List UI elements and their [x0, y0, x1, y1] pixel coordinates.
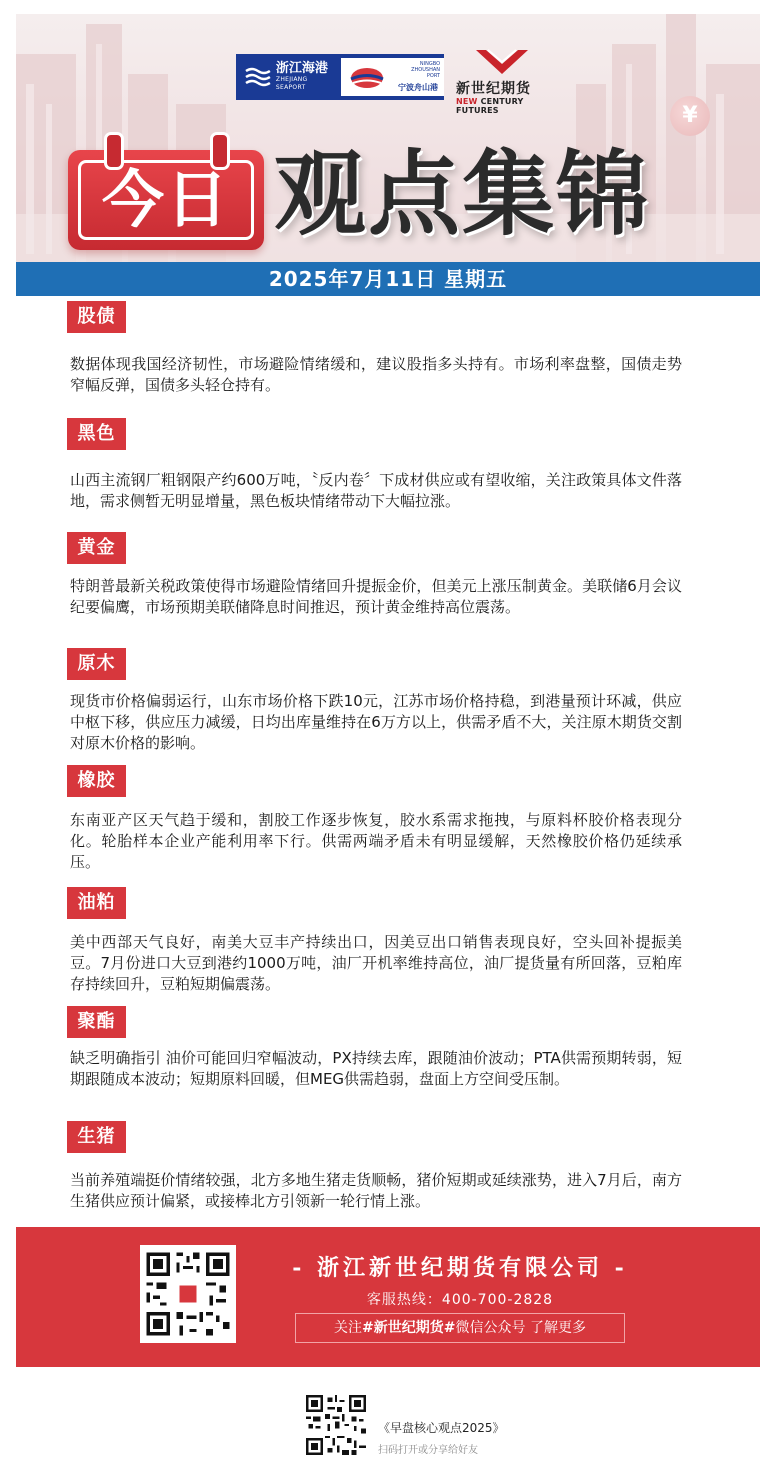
today-calendar [68, 132, 264, 250]
port-sun-icon [349, 66, 385, 90]
hotline: 客服热线：400-700-2828 [366, 1292, 554, 1308]
section-tag: 股债 [67, 301, 126, 333]
section-text: 数据体现我国经济韧性，市场避险情绪缓和，建议股指多头持有。市场利率盘整，国债走势窄幅反弹，国债多头轻仓持有。 [70, 355, 682, 394]
logo1-en: ZHEJIANG SEAPORT [275, 76, 308, 91]
follow-wechat-button[interactable] [295, 1313, 625, 1343]
new-century-logo [456, 48, 556, 115]
footer-panel [16, 1227, 760, 1367]
header-banner [16, 14, 760, 262]
logo2-cn: 宁波舟山港 [398, 83, 438, 92]
qr-code[interactable] [140, 1245, 236, 1343]
section-text: 当前养殖端挺价情绪较强，北方多地生猪走货顺畅，猪价短期或延续涨势，进入7月后，南方生猪供应预计偏紧，或接棒北方引领新一轮行情上涨。 [70, 1171, 682, 1210]
logo1-cn: 浙江海港 [275, 61, 328, 76]
section-tag: 橡胶 [67, 765, 126, 797]
date-bar: 2025年7月11日 星期五 [16, 262, 760, 296]
new-century-emblem-icon [474, 48, 530, 78]
section-text: 现货市价格偏弱运行，山东市场价格下跌10元，江苏市场价格持稳，到港量预计环减，供应中枢下移，供应压力减缓，日均出库量维持在6万方以上，供需矛盾不大，关注原木期货交割对原木价格的影响。 [70, 692, 682, 752]
section-text: 东南亚产区天气趋于缓和，割胶工作逐步恢复，胶水系需求拖拽，与原料杯胶价格表现分化。轮胎样本企业产能利用率下行。供需两端矛盾未有明显缓解，天然橡胶价格仍延续承压。 [70, 811, 682, 871]
qr-code-icon [140, 1245, 236, 1343]
follow-suffix: 微信公众号 了解更多 [455, 1320, 586, 1336]
bottom-subtitle: 扫码打开或分享给好友 [378, 1445, 478, 1456]
today-label: 今日 [101, 163, 230, 236]
ningbo-port-logo [341, 58, 444, 96]
brand-en-red: NEW [456, 97, 478, 106]
section-tag: 生猪 [67, 1121, 126, 1153]
section-text: 缺乏明确指引 油价可能回归窄幅波动，PX持续去库，跟随油价波动；PTA供需预期转弱，短期跟随成本波动；短期原料回暖，但MEG供需趋弱，盘面上方空间受压制。 [70, 1049, 682, 1088]
brand-cn: 新世纪期货 [456, 81, 531, 97]
section-text: 山西主流钢厂粗钢限产约600万吨，〝反内卷〞下成材供应或有望收缩，关注政策具体文件落地，需求侧暂无明显增量，黑色板块情绪带动下大幅拉涨。 [70, 471, 682, 510]
bottom-title: 《早盘核心观点2025》 [378, 1421, 505, 1435]
follow-account: #新世纪期货# [362, 1320, 456, 1336]
follow-prefix: 关注 [334, 1320, 363, 1336]
section-text: 特朗普最新关税政策使得市场避险情绪回升提振金价，但美元上涨压制黄金。美联储6月会议纪要偏鹰，市场预期美联储降息时间推迟，预计黄金维持高位震荡。 [70, 577, 682, 616]
zhejiang-seaport-logo [236, 54, 444, 100]
section-tag: 黑色 [67, 418, 126, 450]
seaport-waves-icon [244, 65, 272, 89]
section-tag: 聚酯 [67, 1006, 126, 1038]
share-qr-code[interactable] [306, 1394, 366, 1456]
page-title: 观点集锦 [274, 141, 651, 248]
logo2-en: NINGBO ZHOUSHAN PORT [411, 61, 440, 79]
yuan-coin-icon: ¥ [670, 96, 710, 136]
brand-en [456, 97, 556, 115]
section-text: 美中西部天气良好，南美大豆丰产持续出口，因美豆出口销售表现良好，空头回补提振美豆。7月份进口大豆到港约1000万吨，油厂开机率维持高位，油厂提货量有所回落，豆粕库存持续回升，豆粕短期偏震荡。 [70, 933, 682, 993]
section-tag: 黄金 [67, 532, 126, 564]
company-name: - 浙江新世纪期货有限公司 - [292, 1255, 628, 1281]
brand-en-dark: CENTURY FUTURES [456, 97, 524, 115]
section-tag: 原木 [67, 648, 126, 680]
section-tag: 油粕 [67, 887, 126, 919]
